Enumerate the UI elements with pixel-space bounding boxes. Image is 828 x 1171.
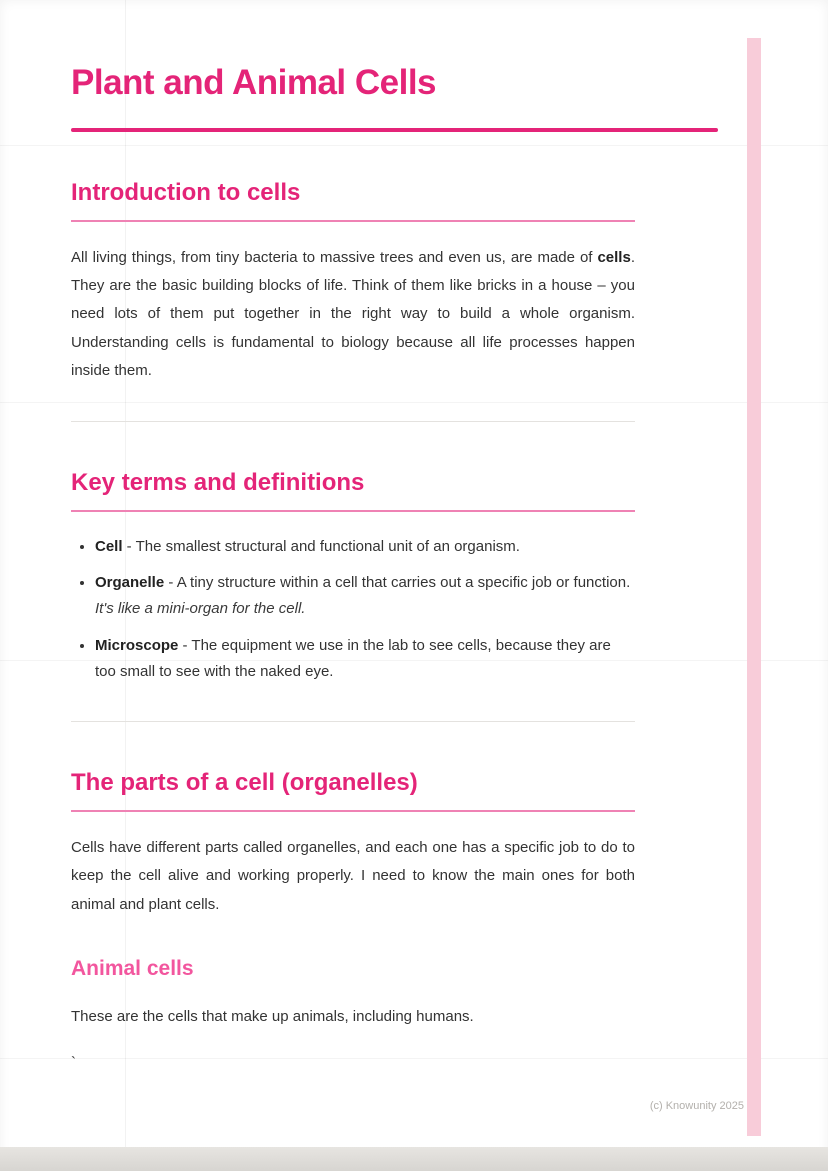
intro-paragraph-text: All living things, from tiny bacteria to massive trees and even us, are made of xyxy=(71,249,598,266)
cell-parts-paragraph: Cells have different parts called organelles, and each one has a specific job to do to keep the cell alive and working properly. I need to know the main ones for both animal and plant cells. xyxy=(71,839,635,913)
term-label: Cell xyxy=(95,537,123,555)
stray-backtick: ` xyxy=(71,1053,76,1071)
footer-credit: (c) Knowunity 2025 xyxy=(649,1100,744,1112)
intro-paragraph-bold-term: cells xyxy=(597,249,631,266)
intro-paragraph xyxy=(71,244,635,385)
section-heading-introduction: Introduction to cells xyxy=(71,179,301,206)
list-item xyxy=(95,570,635,623)
term-definition: - The equipment we use in the lab to see cells, because they are too small to see with the naked eye. xyxy=(95,636,611,680)
heading-underline xyxy=(71,810,635,812)
term-note-italic: It's like a mini-organ for the cell. xyxy=(95,600,306,618)
term-definition: - The smallest structural and functional unit of an organism. xyxy=(122,537,520,555)
section-introduction xyxy=(71,178,635,385)
section-divider xyxy=(71,421,635,422)
key-terms-list xyxy=(71,534,635,685)
section-key-terms xyxy=(71,468,635,685)
subheading-animal-cells: Animal cells xyxy=(71,956,194,980)
intro-paragraph-text: . They are the basic building blocks of life. Think of them like bricks in a house – you need lots of them put together in the right way to build a whole organism. Understanding cells is fundamental to biology because all life processes happen inside them. xyxy=(71,249,635,379)
page-title: Plant and Animal Cells xyxy=(71,63,437,102)
list-item xyxy=(95,534,635,560)
term-definition: - A tiny structure within a cell that carries out a specific job or function. xyxy=(164,574,631,592)
pink-accent-stripe xyxy=(747,38,761,1136)
term-label: Organelle xyxy=(95,574,165,592)
heading-underline xyxy=(71,510,635,512)
term-label: Microscope xyxy=(95,636,179,654)
section-heading-key-terms: Key terms and definitions xyxy=(71,468,365,496)
animal-cells-paragraph: These are the cells that make up animals, including humans. xyxy=(71,1007,474,1025)
title-rule xyxy=(71,128,718,132)
section-cell-parts xyxy=(71,768,635,1077)
section-divider xyxy=(71,721,635,722)
page-bottom-edge xyxy=(0,1147,828,1171)
document-content xyxy=(71,62,635,1077)
heading-underline xyxy=(71,220,635,222)
list-item xyxy=(95,633,635,686)
section-heading-cell-parts: The parts of a cell (organelles) xyxy=(71,769,418,797)
